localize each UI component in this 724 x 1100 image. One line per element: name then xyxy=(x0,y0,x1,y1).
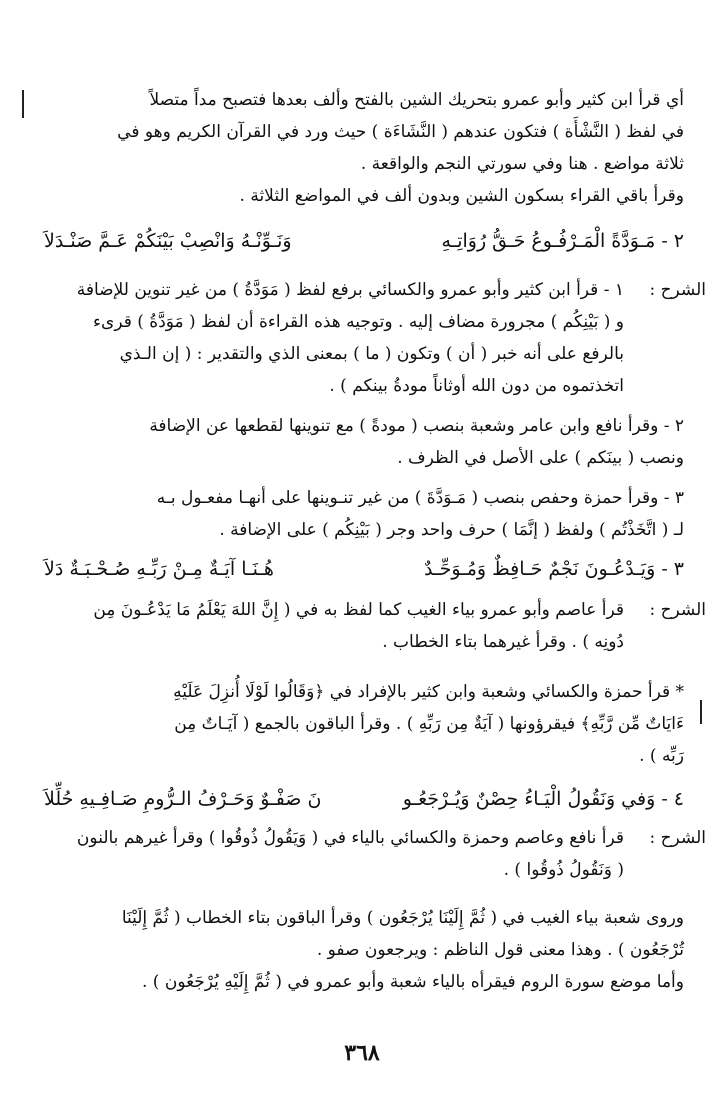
text-line: دُونِه ) . وقرأ غيرهما بتاء الخطاب . xyxy=(382,632,624,652)
text-line: ١ - قرأ ابن كثير وأبو عمرو والكسائي برفع لفظ ( مَوَدَّةُ ) من غير تنوين للإضافة xyxy=(76,280,624,300)
verse-hemistich-left: نَ صَفْـوٌ وَحَـرْفُ الـرُّومِ صَـافِـيهِ حُلِّلاَ xyxy=(44,788,322,810)
text-line: وأما موضع سورة الروم فيقرأه بالياء شعبة وأبو عمرو في ( ثُمَّ إِلَيْهِ يُرْجَعُون ) . xyxy=(141,972,684,992)
sharh-2-part-1 xyxy=(44,274,624,402)
text-line: أي قرأ ابن كثير وأبو عمرو بتحريك الشين بالفتح وألف بعدها فتصبح مداً متصلاً xyxy=(149,90,684,110)
text-line: ونصب ( بينَكم ) على الأصل في الظرف . xyxy=(397,448,684,468)
verse-line-4 xyxy=(44,782,684,816)
sharh-label: الشرح : xyxy=(649,828,706,848)
sharh-4 xyxy=(44,822,624,886)
text-line: * قرأ حمزة والكسائي وشعبة وابن كثير بالإفراد في ﴿وَقَالُوا لَوْلَا أُنزِلَ عَلَيْهِ xyxy=(173,682,684,702)
sharh-3 xyxy=(44,594,624,658)
note-paragraph xyxy=(44,676,684,772)
verse-hemistich-left: هُـنَـا آيَـةٌ مِـنْ رَبِّـهِ صُـحْـبَـةٌ دَلاَ xyxy=(44,558,274,580)
text-line: ٢ - وقرأ نافع وابن عامر وشعبة بنصب ( مودةً ) مع تنوينها لقطعها عن الإضافة xyxy=(149,416,684,436)
text-line: ٣ - وقرأ حمزة وحفص بنصب ( مَـوَدَّةَ ) من غير تنـوينها على أنهـا مفعـول بـه xyxy=(156,488,684,508)
verse-line-2 xyxy=(44,224,684,258)
sharh-2-part-2 xyxy=(44,410,684,474)
sharh-label: الشرح : xyxy=(649,600,706,620)
text-line: و ( بَيْنِكُم ) مجرورة مضاف إليه . وتوجيه هذه القراءة أن لفظ ( مَوَدَّةُ ) قرىء xyxy=(93,312,624,332)
text-line: بالرفع على أنه خبر ( أن ) وتكون ( ما ) بمعنى الذي والتقدير : ( إن الـذي xyxy=(119,344,624,364)
verse-hemistich-right: ٣ - وَيَـدْعُـونَ نَجْمٌ حَـافِظٌ وَمُـوَحِّـدٌ xyxy=(424,558,684,580)
sharh-2-part-3 xyxy=(44,482,684,546)
margin-mark xyxy=(22,90,24,118)
text-line: لـ ( اتَّخَذْتُم ) ولفظ ( إنَّمَا ) حرف واحد وجر ( بَيْنِكُم ) على الإضافة . xyxy=(219,520,684,540)
verse-line-3 xyxy=(44,552,684,586)
text-line: في لفظ ( النَّشْأَة ) فتكون عندهم ( النَّشَاءَة ) حيث ورد في القرآن الكريم وهو في xyxy=(117,122,684,142)
text-line: اتخذتموه من دون الله أوثاناً مودةُ بينكم ) . xyxy=(329,376,624,396)
final-paragraph xyxy=(44,902,684,998)
text-line: قرأ نافع وعاصم وحمزة والكسائي بالياء في ( وَيَقُولُ ذُوقُوا ) وقرأ غيرهم بالنون xyxy=(76,828,624,848)
verse-hemistich-right: ٤ - وَفي وَنَقُولُ الْيَـاءُ حِصْنٌ وَيُـرْجَعُـو xyxy=(402,788,684,810)
text-line: قرأ عاصم وأبو عمرو بياء الغيب كما لفظ به في ( إِنَّ اللهَ يَعْلَمُ مَا يَدْعُـونَ مِن xyxy=(93,600,624,620)
verse-hemistich-right: ٢ - مَـوَدَّةً الْمَـرْفُـوعُ حَـقُّ رُوَاتِـهِ xyxy=(441,230,684,252)
sharh-label: الشرح : xyxy=(649,280,706,300)
text-line: وقرأ باقي القراء بسكون الشين وبدون ألف في المواضع الثلاثة . xyxy=(239,186,684,206)
text-line: ثلاثة مواضع . هنا وفي سورتي النجم والواقعة . xyxy=(360,154,684,174)
text-line: تُرْجَعُون ) . وهذا معنى قول الناظم : ويرجعون صفو . xyxy=(316,940,684,960)
intro-paragraph xyxy=(44,84,684,212)
page-number: ٣٦٨ xyxy=(344,1040,380,1066)
margin-mark xyxy=(700,700,702,724)
verse-hemistich-left: وَنَـوِّنْـهُ وَانْصِبْ بَيْنَكُمْ عَـمَّ صَنْـدَلاَ xyxy=(44,230,292,252)
text-line: ( وَنَقُولُ ذُوقُوا ) . xyxy=(503,860,624,880)
text-line: ءَايَاتٌ مِّن رَّبِّهِ﴾ فيقرؤونها ( آيَةٌ مِن رَبِّهِ ) . وقرأ الباقون بالجمع ( آيَـاتٌ مِن xyxy=(174,714,684,734)
text-line: رَبِّه ) . xyxy=(639,746,684,766)
text-line: وروى شعبة بياء الغيب في ( ثُمَّ إِلَيْنَا يُرْجَعُون ) وقرأ الباقون بتاء الخطاب ( ثُمَّ إِلَيْنَا xyxy=(121,908,684,928)
